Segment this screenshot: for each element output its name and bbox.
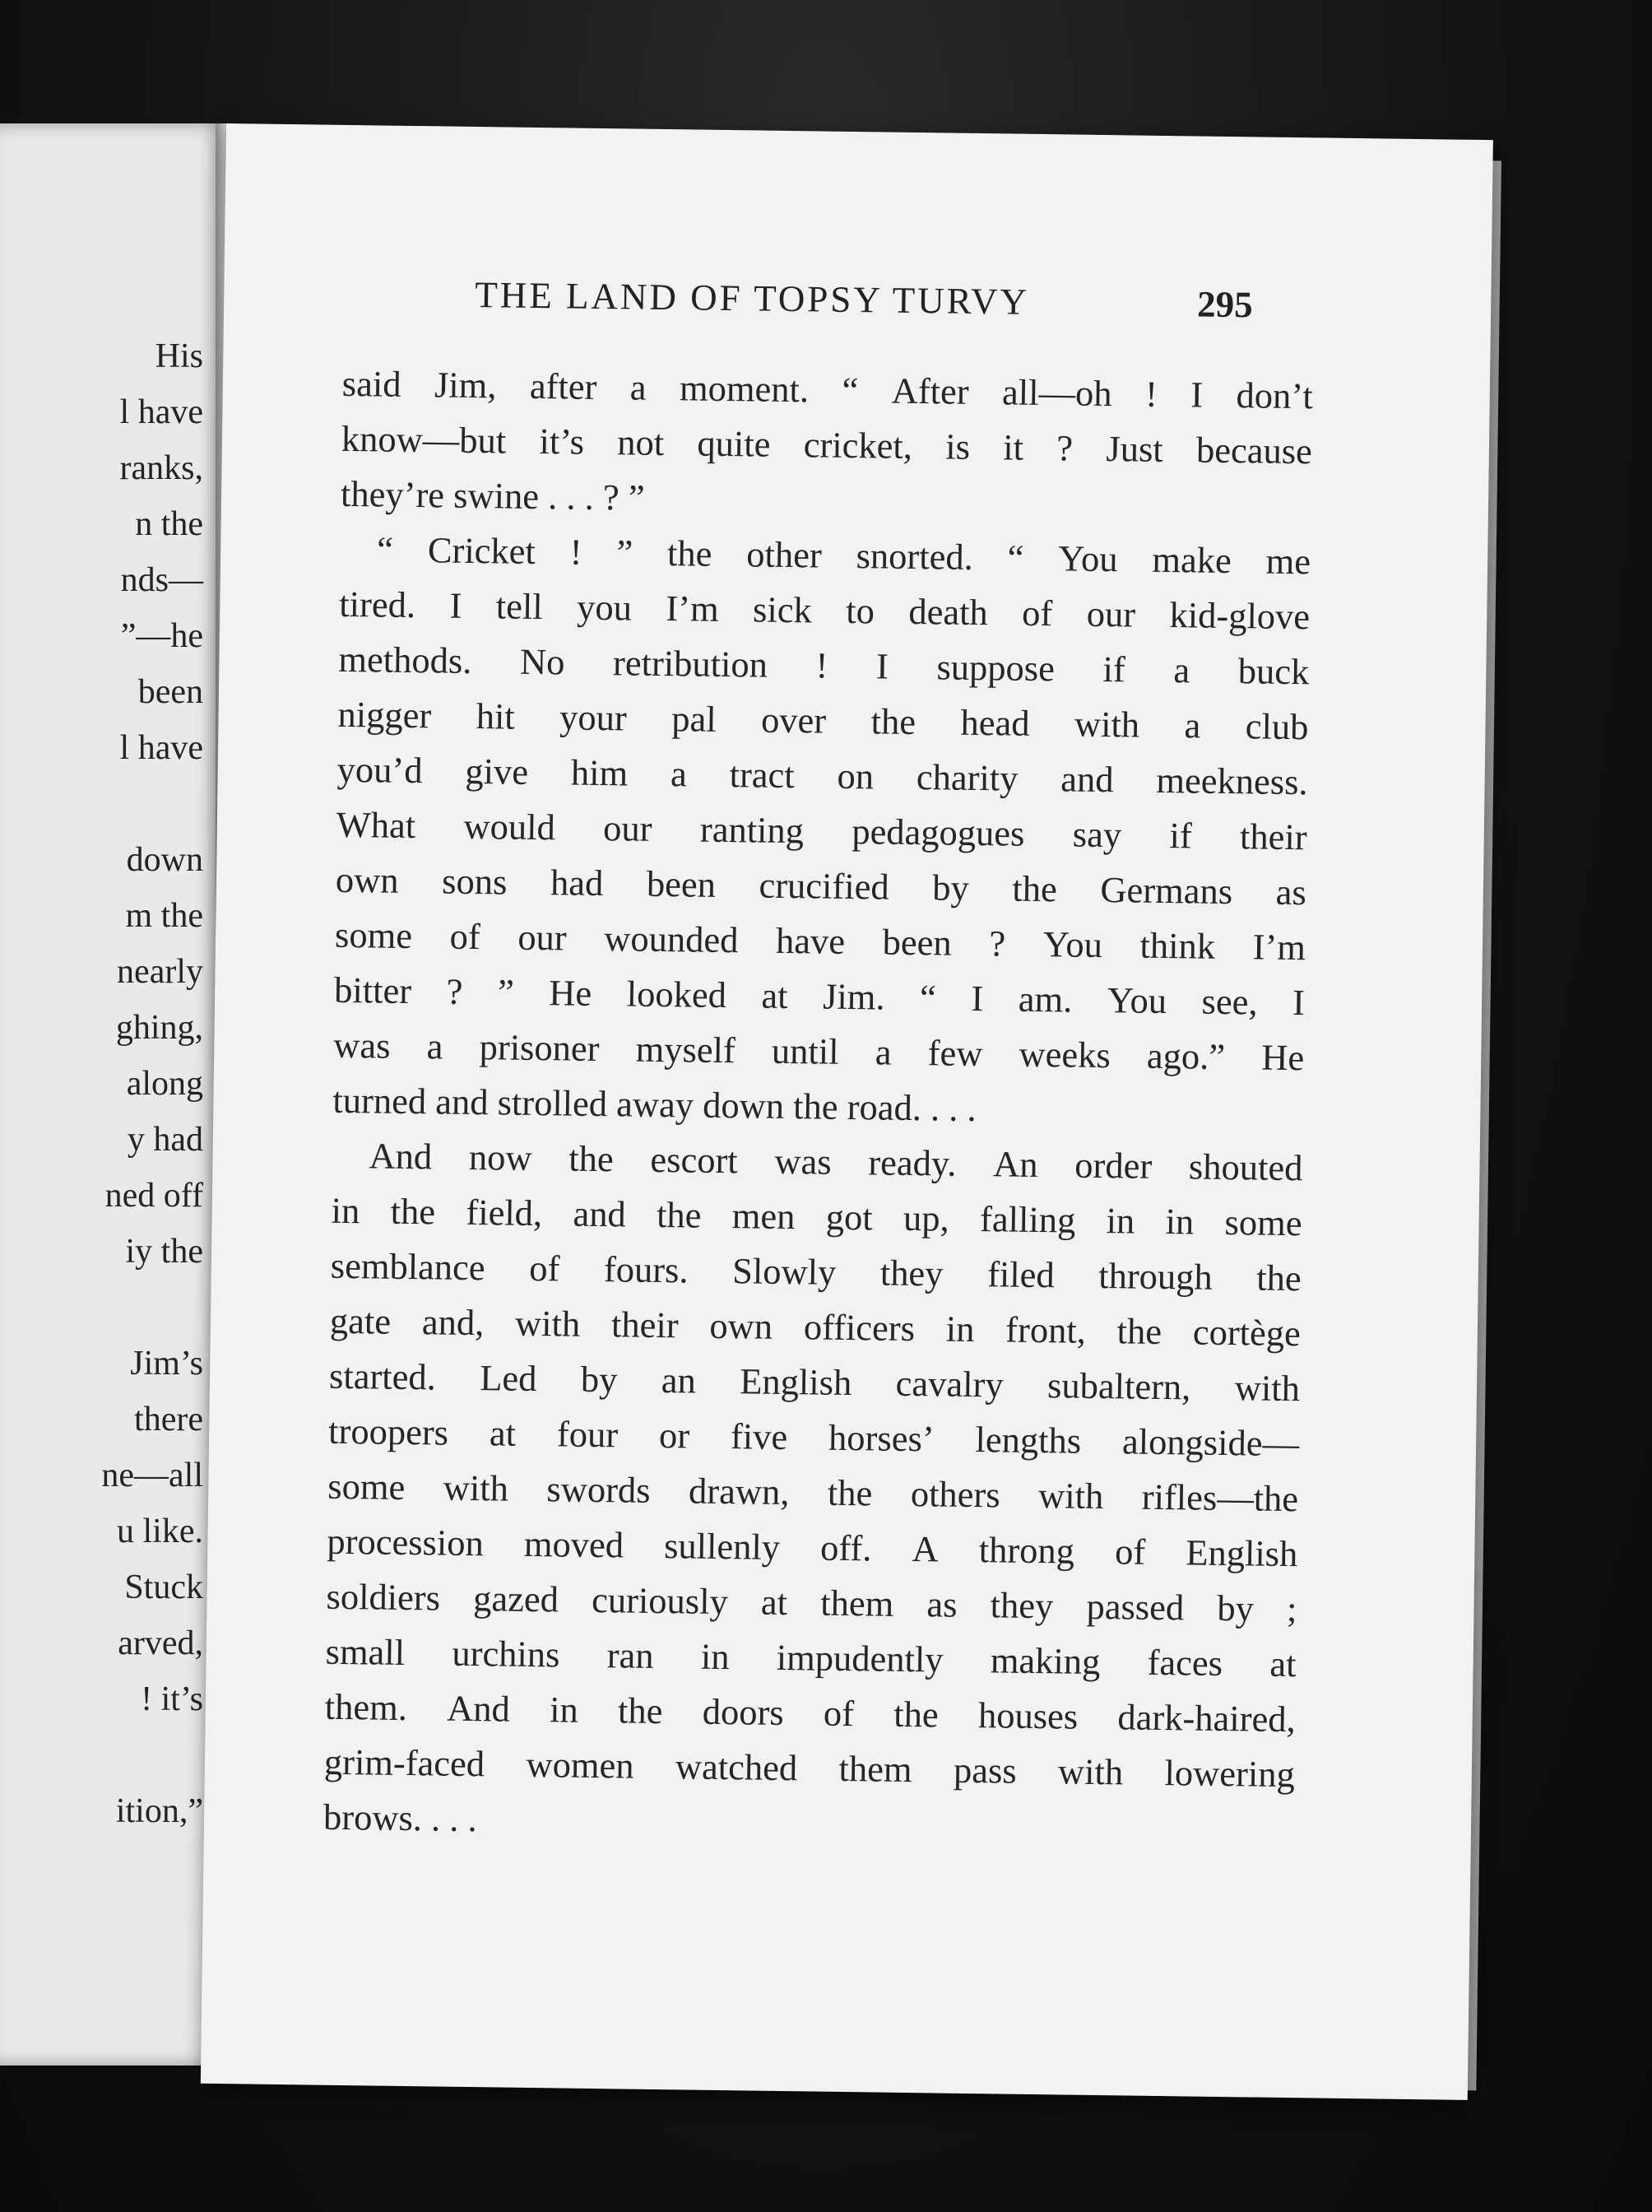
word: watched: [675, 1745, 798, 1789]
word: ranting: [699, 808, 805, 852]
word: our: [1086, 592, 1136, 635]
word: urchins: [452, 1632, 560, 1675]
word: of: [1021, 592, 1053, 634]
word: officers: [803, 1306, 916, 1350]
word: sullenly: [663, 1525, 781, 1568]
word: of: [1114, 1531, 1146, 1573]
word: the: [827, 1471, 873, 1514]
word: own: [709, 1304, 773, 1347]
word: lengths: [975, 1419, 1082, 1462]
word: grim-faced: [323, 1740, 485, 1785]
word: ”: [616, 532, 633, 574]
left-page-line: ition,”: [115, 1792, 203, 1830]
word: passed: [1086, 1585, 1185, 1629]
word: as: [1275, 871, 1307, 913]
word: say: [1072, 813, 1122, 856]
word: dark-haired,: [1117, 1696, 1296, 1740]
word: ago.”: [1146, 1034, 1226, 1077]
running-head: THE LAND OF TOPSY TURVY: [474, 273, 1030, 323]
word: of: [528, 1247, 560, 1290]
word: I: [971, 977, 984, 1020]
left-page-line: ! it’s: [141, 1680, 203, 1718]
word: had: [550, 862, 604, 904]
word: a: [670, 753, 688, 795]
word: gate: [329, 1299, 392, 1342]
word: me: [1265, 540, 1311, 583]
word: not: [616, 421, 665, 463]
left-page-line: ranks,: [119, 449, 203, 487]
word: over: [760, 699, 827, 741]
word: said: [341, 362, 401, 405]
word: suppose: [936, 646, 1056, 690]
left-page-line: nearly: [117, 953, 203, 991]
word: by: [580, 1358, 618, 1401]
word: subaltern,: [1046, 1364, 1191, 1408]
word: I: [449, 584, 462, 626]
left-page-line: Jim’s: [130, 1345, 203, 1382]
word: weeks: [1019, 1033, 1111, 1076]
word: have: [775, 919, 846, 962]
word: I: [1190, 374, 1204, 416]
body-line: [336, 748, 1308, 803]
body-line: [326, 1575, 1297, 1630]
body-line: [334, 913, 1306, 969]
word: English: [1186, 1531, 1298, 1575]
body-line: [331, 1189, 1302, 1244]
word: drawn,: [688, 1470, 790, 1513]
word: the: [1256, 1257, 1302, 1299]
word: see,: [1201, 980, 1258, 1023]
word: ?: [446, 970, 463, 1012]
word: our: [602, 807, 652, 849]
word: falling: [979, 1198, 1076, 1241]
word: He: [549, 972, 592, 1014]
word: rifles—the: [1141, 1475, 1299, 1520]
left-page-line: His: [155, 337, 203, 375]
word: the: [666, 532, 712, 574]
word: five: [730, 1415, 788, 1458]
word: the: [390, 1190, 436, 1233]
left-page-line: nds—: [120, 561, 203, 599]
word: some: [327, 1465, 406, 1508]
word: if: [1102, 648, 1126, 690]
word: throng: [978, 1529, 1075, 1572]
word: they: [990, 1584, 1054, 1627]
word: quite: [697, 422, 771, 465]
word: retribution: [612, 642, 768, 685]
word: tell: [495, 585, 544, 628]
word: at: [1269, 1643, 1297, 1685]
word: the: [656, 1193, 702, 1236]
word: I: [1292, 982, 1306, 1024]
word: tract: [729, 754, 796, 797]
word: make: [1152, 538, 1232, 582]
word: their: [1239, 816, 1307, 858]
word: the: [870, 700, 916, 743]
word: an: [661, 1359, 697, 1401]
word: the: [1116, 1310, 1162, 1353]
word: a: [1173, 649, 1190, 691]
word: An: [992, 1143, 1038, 1186]
word: field,: [466, 1191, 543, 1234]
word: buck: [1237, 650, 1310, 693]
word: tired.: [339, 583, 416, 626]
body-line: [376, 528, 1311, 583]
word: was: [333, 1024, 391, 1066]
word: in: [700, 1635, 730, 1678]
word: been: [882, 921, 953, 964]
word: “: [919, 977, 937, 1019]
word: What: [336, 803, 416, 847]
word: the: [617, 1689, 663, 1732]
word: am.: [1018, 978, 1073, 1020]
right-page: [201, 123, 1493, 2100]
word: soldiers: [326, 1575, 441, 1619]
word: doors: [702, 1690, 784, 1734]
word: small: [325, 1630, 406, 1673]
word: hit: [476, 695, 516, 737]
body-line: [337, 693, 1309, 748]
word: if: [1169, 815, 1193, 857]
word: up,: [903, 1197, 950, 1239]
word: bitter: [333, 969, 412, 1012]
word: nigger: [337, 693, 432, 737]
word: “: [842, 369, 859, 411]
word: filed: [986, 1253, 1056, 1296]
word: A: [912, 1528, 940, 1570]
word: at: [489, 1412, 517, 1454]
body-line: [341, 417, 1313, 472]
word: You: [1107, 979, 1167, 1022]
word: You: [1042, 923, 1103, 966]
word: at: [760, 1581, 788, 1624]
word: with: [514, 1302, 581, 1345]
word: think: [1139, 924, 1216, 967]
word: shouted: [1188, 1146, 1303, 1189]
word: Just: [1106, 428, 1164, 470]
word: front,: [1005, 1308, 1087, 1351]
word: alongside—: [1121, 1420, 1300, 1465]
left-page-line: ne—all: [101, 1457, 203, 1494]
word: was: [774, 1140, 833, 1183]
left-page-line: ghing,: [115, 1009, 203, 1047]
word: with: [443, 1466, 509, 1509]
word: !: [1144, 373, 1158, 415]
word: ;: [1286, 1588, 1297, 1630]
word: and: [1060, 758, 1114, 801]
left-page-line: ned off: [104, 1177, 203, 1215]
word: I’m: [666, 588, 719, 630]
word: sons: [441, 860, 508, 903]
word: give: [465, 750, 529, 792]
word: He: [1260, 1036, 1305, 1079]
word: in: [549, 1689, 579, 1731]
body-line: [369, 1135, 1303, 1189]
left-page: [0, 123, 226, 2066]
word: men: [731, 1195, 796, 1238]
word: some: [1224, 1201, 1302, 1244]
word: After: [891, 369, 969, 412]
word: head: [960, 701, 1030, 744]
word: on: [837, 755, 875, 797]
body-line: [325, 1630, 1297, 1685]
word: own: [335, 858, 399, 901]
word: of: [823, 1692, 855, 1735]
word: a: [629, 366, 647, 408]
word: looked: [626, 973, 727, 1016]
word: houses: [977, 1694, 1079, 1737]
word: horses’: [828, 1416, 935, 1460]
word: would: [463, 805, 556, 848]
word: after: [529, 365, 597, 407]
word: of: [449, 915, 481, 958]
word: cricket,: [803, 424, 913, 467]
word: myself: [635, 1028, 736, 1071]
word: !: [815, 644, 828, 686]
page-number: 295: [1196, 283, 1254, 326]
word: And: [446, 1687, 511, 1730]
left-page-line: u like.: [117, 1513, 203, 1550]
word: curiously: [591, 1578, 729, 1623]
left-page-line: been: [137, 673, 203, 711]
word: pass: [953, 1749, 1017, 1791]
word: “: [1007, 537, 1024, 579]
body-line: they’re swine . . . ? ”: [340, 472, 645, 518]
word: as: [926, 1583, 958, 1625]
word: it: [1002, 426, 1024, 468]
word: some: [334, 913, 413, 957]
word: all—oh: [1001, 371, 1112, 415]
body-line: [327, 1410, 1300, 1465]
word: started.: [328, 1355, 437, 1398]
word: pedagogues: [852, 811, 1025, 854]
word: club: [1245, 705, 1309, 748]
word: know—but: [341, 417, 507, 462]
word: now: [468, 1136, 532, 1178]
word: them: [819, 1582, 894, 1624]
word: him: [570, 751, 629, 794]
word: a: [426, 1025, 443, 1067]
left-page-line: n the: [135, 505, 203, 543]
left-page-line: arved,: [118, 1624, 203, 1662]
body-line: [335, 858, 1307, 913]
word: prisoner: [479, 1026, 600, 1070]
word: in: [331, 1189, 360, 1232]
word: impudently: [776, 1636, 944, 1680]
left-page-line: along: [126, 1065, 203, 1103]
body-line: [324, 1685, 1296, 1740]
word: crucified: [759, 864, 890, 908]
word: moved: [523, 1522, 624, 1566]
word: pal: [671, 698, 717, 740]
word: No: [519, 640, 565, 683]
body-line: [336, 803, 1307, 858]
word: women: [526, 1743, 634, 1787]
word: Slowly: [731, 1250, 837, 1293]
word: a: [875, 1031, 892, 1073]
word: with: [1037, 1475, 1104, 1517]
word: Cricket: [427, 529, 536, 572]
word: with: [1057, 1750, 1124, 1793]
word: I: [875, 645, 889, 687]
word: death: [908, 590, 989, 634]
body-line: [329, 1299, 1302, 1355]
word: gazed: [472, 1578, 559, 1620]
word: Germans: [1100, 868, 1233, 913]
left-page-line: y had: [127, 1121, 203, 1159]
left-page-line: l have: [119, 729, 203, 767]
word: off.: [819, 1527, 872, 1569]
word: four: [556, 1413, 619, 1456]
word: wounded: [604, 918, 739, 961]
word: is: [944, 425, 971, 467]
left-page-line: iy the: [125, 1233, 203, 1271]
body-line: [327, 1465, 1299, 1520]
word: because: [1195, 429, 1313, 472]
word: don’t: [1236, 374, 1314, 417]
word: semblance: [330, 1244, 485, 1289]
word: and: [573, 1192, 627, 1235]
left-page-line: m the: [125, 897, 203, 935]
word: your: [559, 696, 628, 739]
word: methods.: [338, 638, 472, 681]
word: kid-glove: [1169, 594, 1311, 638]
left-page-line: there: [134, 1401, 203, 1438]
word: charity: [916, 756, 1019, 799]
word: Jim.: [822, 975, 885, 1018]
word: the: [1012, 867, 1058, 910]
word: by: [931, 867, 970, 908]
word: cortège: [1192, 1311, 1302, 1355]
word: moment.: [679, 367, 810, 411]
word: other: [746, 533, 823, 576]
word: procession: [327, 1520, 485, 1564]
word: got: [825, 1196, 874, 1238]
word: to: [845, 589, 875, 632]
body-line: brows. . . .: [323, 1796, 478, 1840]
word: ran: [606, 1634, 654, 1676]
word: the: [568, 1137, 615, 1180]
word: lowering: [1164, 1752, 1296, 1796]
word: with: [1074, 703, 1140, 746]
word: our: [517, 916, 568, 959]
left-page-line: down: [126, 841, 203, 879]
word: escort: [650, 1138, 739, 1182]
word: ready.: [868, 1141, 957, 1184]
word: few: [927, 1032, 983, 1075]
word: snorted.: [856, 535, 974, 578]
word: you: [576, 586, 633, 629]
body-line: turned and strolled away down the road. . . .: [332, 1079, 977, 1130]
word: troopers: [327, 1410, 449, 1453]
word: the: [893, 1693, 940, 1736]
word: Led: [479, 1357, 537, 1400]
word: and,: [421, 1301, 485, 1344]
word: ?: [1056, 427, 1074, 469]
word: with: [1234, 1367, 1301, 1410]
word: !: [569, 531, 582, 573]
body-line: [333, 969, 1306, 1024]
body-line: [341, 362, 1314, 417]
word: meekness.: [1156, 759, 1308, 803]
word: in: [1106, 1200, 1135, 1242]
word: swords: [546, 1468, 651, 1511]
word: in: [1165, 1201, 1195, 1243]
word: they: [879, 1252, 944, 1294]
word: been: [646, 862, 717, 905]
word: by: [1217, 1587, 1255, 1629]
body-line: [339, 583, 1311, 638]
body-line: [333, 1024, 1305, 1079]
word: their: [610, 1304, 679, 1346]
word: a: [1184, 704, 1201, 746]
word: I’m: [1252, 926, 1306, 969]
word: You: [1058, 537, 1118, 580]
word: through: [1097, 1255, 1213, 1298]
word: them.: [324, 1685, 408, 1729]
word: fours.: [603, 1248, 689, 1291]
body-line: [328, 1355, 1301, 1410]
word: them: [838, 1747, 912, 1791]
word: making: [990, 1639, 1101, 1683]
word: English: [739, 1360, 852, 1404]
word: And: [369, 1135, 433, 1178]
word: cavalry: [895, 1362, 1004, 1406]
word: Jim,: [434, 364, 497, 407]
body-line: [338, 638, 1310, 693]
word: sick: [752, 588, 813, 631]
word: order: [1074, 1144, 1153, 1187]
left-page-line: ”—he: [120, 617, 203, 655]
left-page-line: l have: [119, 393, 203, 431]
word: it’s: [539, 421, 585, 462]
word: you’d: [336, 748, 423, 792]
word: ”: [497, 971, 515, 1013]
word: “: [376, 528, 394, 570]
word: faces: [1147, 1641, 1223, 1685]
word: others: [910, 1473, 1000, 1516]
body-line: [327, 1520, 1298, 1575]
body-line: [330, 1244, 1302, 1299]
word: at: [761, 974, 788, 1017]
word: ?: [989, 922, 1006, 964]
word: or: [658, 1415, 690, 1457]
word: until: [771, 1029, 839, 1072]
body-line: [323, 1740, 1296, 1796]
left-page-line: Stuck: [124, 1568, 203, 1606]
word: in: [945, 1308, 975, 1350]
